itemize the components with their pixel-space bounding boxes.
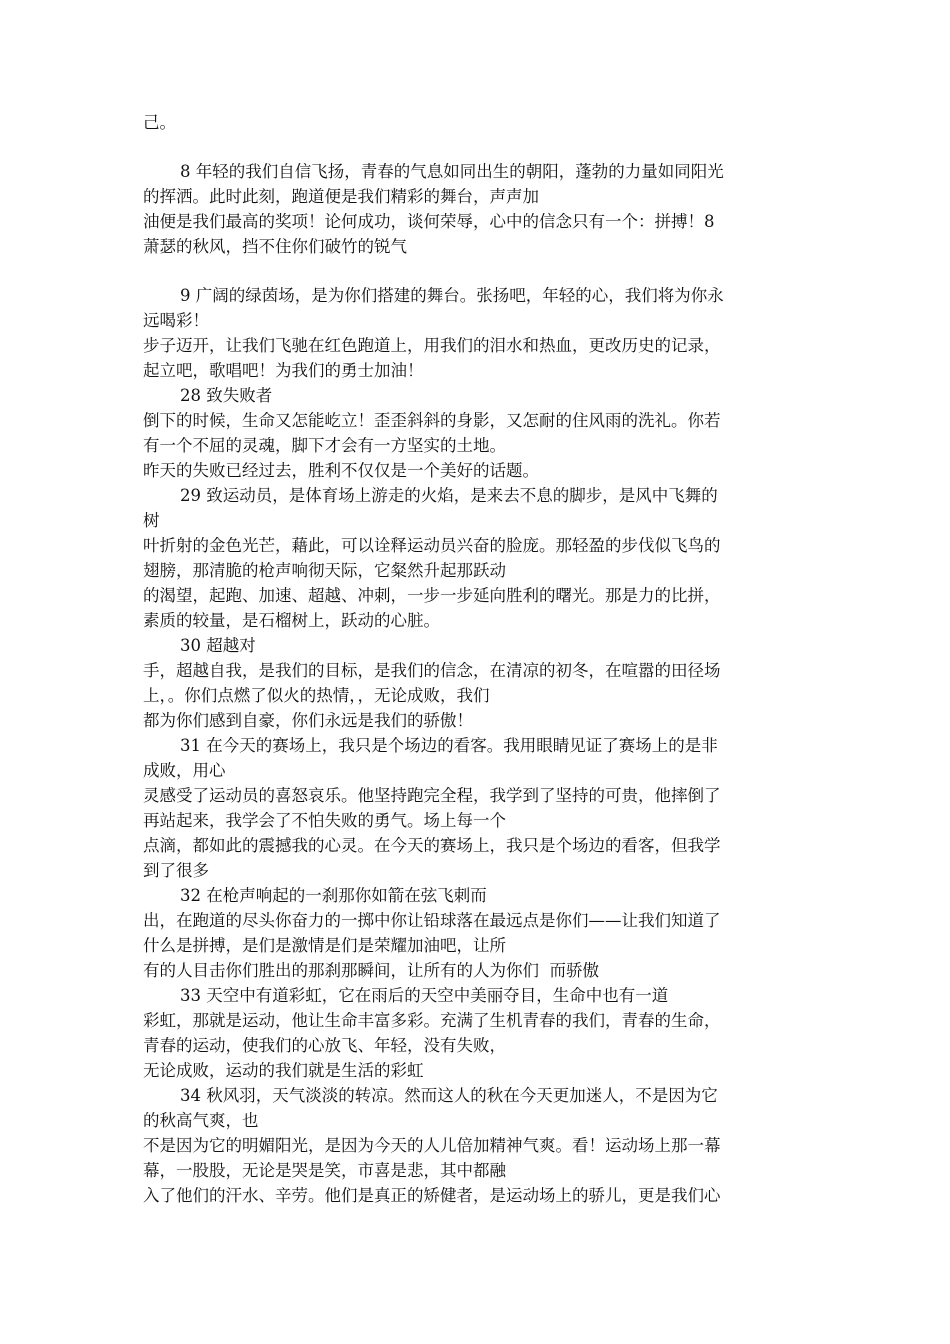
text-line: 叶折射的金色光芒，藉此，可以诠释运动员兴奋的脸庞。那轻盈的步伐似飞鸟的 [143,536,721,555]
text-line: 再站起来，我学会了不怕失败的勇气。场上每一个 [143,811,506,830]
text-line: 入了他们的汗水、辛劳。他们是真正的矫健者，是运动场上的骄儿，更是我们心 [143,1186,721,1205]
text-line: 有的人目击你们胜出的那刹那瞬间，让所有的人为你们 而骄傲 [143,961,599,980]
paragraph [143,1083,811,1208]
paragraph [143,633,811,733]
text-line: 32 在枪声响起的一刹那你如箭在弦飞刺而 [180,886,487,905]
paragraph [143,283,811,383]
text-line: 彩虹，那就是运动，他让生命丰富多彩。充满了生机青春的我们，青春的生命， [143,1011,721,1030]
text-line: 青春的运动，使我们的心放飞、年轻，没有失败， [143,1036,506,1055]
text-line: 30 超越对 [180,636,256,655]
text-line: 己。 [143,113,176,132]
text-line: 油便是我们最高的奖项！论何成功，谈何荣辱，心中的信念只有一个：拼搏！8 [143,212,715,231]
text-line: 树 [143,511,160,530]
text-line: 起立吧，歌唱吧！为我们的勇士加油！ [143,361,424,380]
text-line: 昨天的失败已经过去，胜利不仅仅是一个美好的话题。 [143,461,539,480]
text-line: 手，超越自我，是我们的目标，是我们的信念，在清凉的初冬，在喧嚣的田径场 [143,661,721,680]
text-line: 上，。你们点燃了似火的热情，，无论成败，我们 [143,686,490,705]
text-line: 31 在今天的赛场上，我只是个场边的看客。我用眼睛见证了赛场上的是非 [180,736,718,755]
text-line: 9 广阔的绿茵场，是为你们搭建的舞台。张扬吧，年轻的心，我们将为你永 [180,286,724,305]
text-line: 素质的较量，是石榴树上，跃动的心脏。 [143,611,440,630]
text-line: 倒下的时候，生命又怎能屹立！歪歪斜斜的身影，又怎耐的住风雨的洗礼。你若 [143,411,721,430]
paragraph [143,159,811,259]
text-line: 28 致失败者 [180,386,273,405]
text-line: 的渴望，起跑、加速、超越、冲刺，一步一步延向胜利的曙光。那是力的比拼， [143,586,721,605]
paragraph [143,110,811,135]
text-line: 萧瑟的秋风，挡不住你们破竹的锐气 [143,237,407,256]
paragraph [143,383,811,483]
paragraph [143,983,811,1083]
text-line: 的挥洒。此时此刻，跑道便是我们精彩的舞台，声声加 [143,187,539,206]
paragraph [143,733,811,883]
paragraph-gap [143,259,811,283]
text-line: 都为你们感到自豪，你们永远是我们的骄傲！ [143,711,473,730]
text-line: 成败，用心 [143,761,226,780]
text-line: 无论成败，运动的我们就是生活的彩虹 [143,1061,424,1080]
text-line: 到了很多 [143,861,209,880]
text-line: 有一个不屈的灵魂，脚下才会有一方坚实的土地。 [143,436,506,455]
paragraph [143,483,811,633]
text-line: 步子迈开，让我们飞驰在红色跑道上，用我们的泪水和热血，更改历史的记录， [143,336,721,355]
text-line: 8 年轻的我们自信飞扬，青春的气息如同出生的朝阳，蓬勃的力量如同阳光 [180,162,724,181]
paragraph-gap [143,135,811,159]
text-line: 出，在跑道的尽头你奋力的一掷中你让铅球落在最远点是你们——让我们知道了 [143,911,721,930]
text-line: 29 致运动员，是体育场上游走的火焰，是来去不息的脚步，是风中飞舞的 [180,486,718,505]
paragraph [143,883,811,983]
text-line: 33 天空中有道彩虹，它在雨后的天空中美丽夺目，生命中也有一道 [180,986,669,1005]
text-line: 幕，一股股，无论是哭是笑，市喜是悲，其中都融 [143,1161,506,1180]
text-line: 的秋高气爽，也 [143,1111,259,1130]
text-line: 点滴，都如此的震撼我的心灵。在今天的赛场上，我只是个场边的看客，但我学 [143,836,721,855]
text-line: 翅膀，那清脆的枪声响彻天际，它粲然升起那跃动 [143,561,506,580]
text-line: 灵感受了运动员的喜怒哀乐。他坚持跑完全程，我学到了坚持的可贵，他摔倒了 [143,786,721,805]
text-line: 什么是拼搏，是们是激情是们是荣耀加油吧，让所 [143,936,506,955]
document-body [143,110,811,1208]
text-line: 不是因为它的明媚阳光，是因为今天的人儿倍加精神气爽。看！运动场上那一幕 [143,1136,721,1155]
text-line: 34 秋风羽，天气淡淡的转凉。然而这人的秋在今天更加迷人，不是因为它 [180,1086,718,1105]
text-line: 远喝彩！ [143,311,209,330]
